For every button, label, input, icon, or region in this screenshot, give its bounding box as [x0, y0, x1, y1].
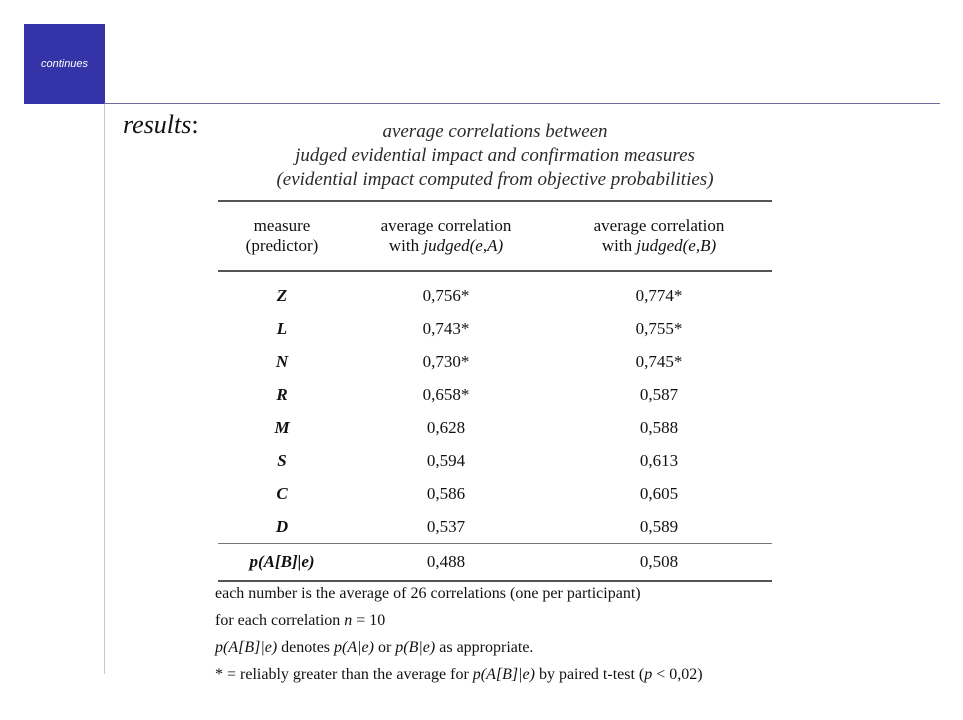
note-significance [215, 661, 703, 688]
header-a-line1: average correlation [380, 216, 512, 235]
header-measure-line1: measure [253, 216, 311, 235]
sig-mid: by paired t-test ( [534, 666, 645, 683]
header-divider [104, 103, 940, 104]
corr-a-cell: 0,756* [422, 285, 470, 305]
caption-line-2: judged evidential impact and confirmation measures [295, 145, 695, 166]
corr-b-cell: 0,605 [639, 483, 679, 503]
corr-b-cell: 0,588 [639, 417, 679, 437]
corr-a-cell: 0,594 [426, 450, 466, 470]
header-b-fn: judged(e,B) [636, 236, 717, 255]
sig-expr: p(A[B]|e) [472, 666, 535, 683]
note-n-var: n [344, 612, 353, 629]
measure-cell: M [274, 417, 290, 437]
continues-tab [24, 24, 105, 104]
corr-b-cell: 0,613 [639, 450, 679, 470]
sig-var: p [644, 666, 653, 683]
note-average: each number is the average of 26 correlations (one per participant) [215, 585, 641, 602]
results-label: results [123, 110, 192, 139]
corr-a-cell: 0,658* [422, 384, 470, 404]
note-mid-1: denotes [277, 639, 335, 656]
note-post: as appropriate. [435, 639, 534, 656]
corr-a-cell: 0,628 [426, 417, 466, 437]
corr-b-cell: 0,587 [639, 384, 679, 404]
note-expr-3: p(B|e) [395, 639, 436, 656]
table-caption [230, 120, 760, 192]
corr-a-cell: 0,488 [426, 552, 466, 571]
header-b-with: with [601, 236, 637, 255]
measure-cell: N [275, 351, 289, 371]
header-measure-line2: (predictor) [245, 236, 319, 255]
table-row [218, 477, 772, 510]
note-n-pre: for each correlation [215, 612, 345, 629]
results-colon: : [191, 110, 199, 139]
measure-cell: p(A[B]|e) [249, 552, 315, 571]
sig-post: < 0,02) [652, 666, 703, 683]
note-expr-2: p(A|e) [334, 639, 374, 656]
correlation-table [218, 200, 772, 582]
header-b-line2 [546, 236, 772, 256]
measure-cell: S [277, 450, 287, 470]
caption-line-1: average correlations between [382, 121, 608, 142]
table-row [218, 312, 772, 345]
measure-cell: R [276, 384, 288, 404]
caption-line-3: (evidential impact computed from objective probabilities) [276, 169, 714, 190]
table-row [218, 444, 772, 477]
corr-b-cell: 0,745* [635, 351, 683, 371]
corr-b-cell: 0,755* [635, 318, 683, 338]
corr-a-cell: 0,743* [422, 318, 470, 338]
header-judged-a [346, 216, 546, 256]
continues-label: continues [40, 58, 89, 70]
table-row [218, 279, 772, 312]
table-row [218, 411, 772, 444]
header-a-fn: judged(e,A) [423, 236, 504, 255]
corr-a-cell: 0,730* [422, 351, 470, 371]
table-row [218, 544, 772, 580]
note-denotes [215, 634, 703, 661]
footnotes [215, 580, 703, 688]
header-a-line2 [346, 236, 546, 256]
measure-cell: Z [276, 285, 288, 305]
table-row [218, 510, 772, 543]
left-divider [104, 104, 105, 674]
table-row [218, 378, 772, 411]
note-mid-2: or [373, 639, 396, 656]
measure-cell: L [276, 318, 288, 338]
corr-b-cell: 0,508 [639, 552, 679, 571]
note-n-post: = 10 [352, 612, 386, 629]
header-measure [218, 216, 346, 256]
header-a-with: with [388, 236, 424, 255]
corr-b-cell: 0,589 [639, 516, 679, 536]
header-judged-b [546, 216, 772, 256]
note-n [215, 607, 703, 634]
measure-cell: C [276, 483, 288, 503]
results-heading [123, 110, 199, 140]
note-expr-1: p(A[B]|e) [215, 639, 278, 656]
measure-cell: D [275, 516, 289, 536]
corr-a-cell: 0,537 [426, 516, 466, 536]
corr-a-cell: 0,586 [426, 483, 466, 503]
header-b-line1: average correlation [593, 216, 725, 235]
corr-b-cell: 0,774* [635, 285, 683, 305]
table-row [218, 345, 772, 378]
table-header [218, 202, 772, 270]
sig-pre: * = reliably greater than the average for [215, 666, 473, 683]
